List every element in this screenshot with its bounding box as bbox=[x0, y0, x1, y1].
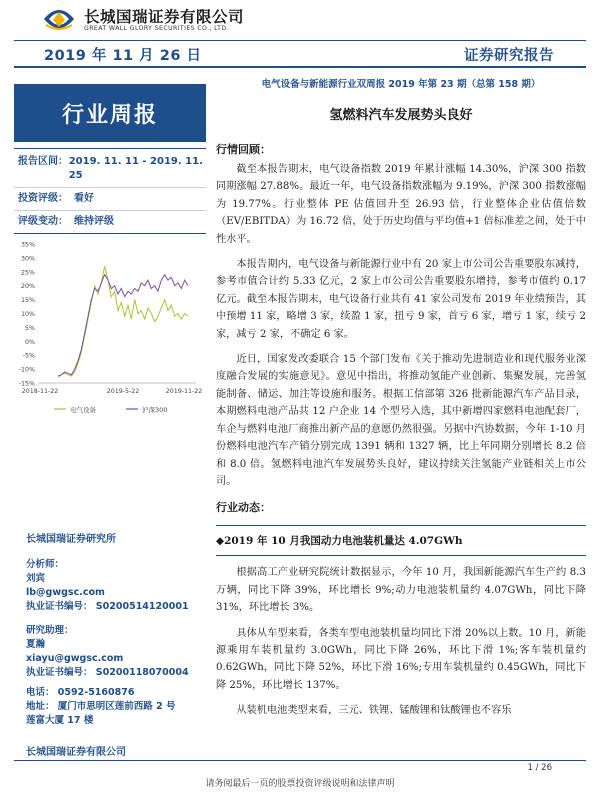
y-tick-label: -10% bbox=[18, 366, 35, 374]
analyst-block bbox=[26, 558, 189, 614]
index-comparison-chart bbox=[14, 238, 206, 424]
meta-rating-change bbox=[18, 215, 206, 229]
y-tick-label: -5% bbox=[22, 352, 35, 360]
main-content bbox=[216, 76, 586, 720]
meta-key: 报告区间： bbox=[18, 156, 68, 167]
x-tick-label: 2018-11-22 bbox=[21, 388, 59, 395]
legend-label: 沪深300 bbox=[142, 406, 168, 414]
y-tick-label: 10% bbox=[21, 311, 35, 318]
company-name-en: GREAT WALL GLORY SECURITIES CO., LTD. bbox=[84, 25, 229, 32]
x-tick-label: 2019-5-22 bbox=[106, 388, 140, 395]
paragraph: 本报告期内，电气设备与新能源行业中有 20 家上市公司公告重要股东减持，参考市值合计约 5.33 亿元，2 家上市公司公告重要股东增持，参考市值约 0.17 亿元。截至本报告期末，电气设备行业共有 41 家公司发布 2019 年业绩预告，其中预增 11 家，略增 3 家，续盈 1 家，扭亏 9 家，首亏 6 家，增亏 1 家，续亏 2 家，减亏 2 家，不确定 6 家。 bbox=[216, 259, 586, 340]
meta-key: 投资评级： bbox=[18, 193, 68, 204]
news-divider bbox=[216, 555, 586, 556]
paragraph: 具体从车型来看，各类车型电池装机量均同比下滑 20%以上数。10 月，新能源乘用车装机量约 3.0GWh，同比下降 26%，环比下滑 1%;客车装机量约 0.62GWh，同比下降 52%，环比下滑 16%;专用车装机量约 0.45GWh，同比下降 25%，环比增长 137%。 bbox=[216, 627, 586, 691]
paragraph: 近日，国家发改委联合 15 个部门发布《关于推动先进制造业和现代服务业深度融合发展的实施意见》。意见中指出，将推动氢能产业创新、集聚发展，完善氢能制备、储运、加注等设施和服务。根据工信部第 326 批新能源汽车产品目录，本期燃料电池产品共 12 户企业 14 个型号入选，其中新增四家燃料电池配套厂，车企与燃料电池厂商推出新产品的意愿仍然很强。另据中汽协数据，今年 1-10 月份燃料电池汽车产销分别完成 1391 辆和 1327 辆，比上年同期分别增长 8.2 倍和 8.0 倍。氢燃料电池汽车发展势头良好，建议持续关注氢能产业链相关上市公司。 bbox=[216, 354, 586, 487]
meta-value: 维持评级 bbox=[74, 216, 114, 227]
phone: 电话： 0592-5160876 bbox=[26, 687, 135, 698]
paragraph: 从装机电池类型来看，三元、铁锂、锰酸锂和钛酸锂也不容乐 bbox=[236, 705, 512, 717]
meta-value: 2019. 11. 11 - 2019. 11. 25 bbox=[68, 156, 203, 181]
paragraph: 根据高工产业研究院统计数据显示，今年 10 月，我国新能源汽车生产约 8.3 万辆，同比下降 39%，环比增长 9%;动力电池装机量约 4.07GWh，同比下降 31%，环比增长 3%。 bbox=[216, 567, 586, 614]
y-tick-label: 0% bbox=[25, 338, 35, 346]
analyst-name: 刘宾 bbox=[26, 573, 46, 584]
analyst-cert: 执业证书编号： S0200514120001 bbox=[26, 601, 189, 612]
paragraph: 截至本报告期末，电气设备指数 2019 年累计涨幅 14.30%，沪深 300 指数同期涨幅 27.88%。最近一年，电气设备指数涨幅为 9.19%，沪深 300 指数涨幅为 19.77%。行业整体 PE 估值回升至 26.93 倍，行业整体企业估值倍数（EV/EBITDA）为 16.72 倍，处于历史均值与平均值+1 倍标准差之间，处于中性水平。 bbox=[216, 164, 586, 245]
page-number: 1 / 26 bbox=[527, 763, 552, 773]
company-name-cn: 长城国瑞证券有限公司 bbox=[84, 8, 245, 26]
meta-rating bbox=[18, 192, 206, 206]
meta-key: 评级变动： bbox=[18, 216, 68, 227]
header-divider-top bbox=[14, 40, 586, 41]
header-divider-bottom bbox=[14, 66, 586, 68]
company-logo-icon bbox=[40, 3, 78, 35]
x-tick-label: 2019-11-22 bbox=[165, 388, 203, 395]
section-heading-market: 行情回顾： bbox=[216, 143, 271, 156]
sidebar bbox=[14, 76, 206, 790]
weekly-report-label: 行业周报 bbox=[14, 84, 206, 142]
section-heading-news: 行业动态： bbox=[216, 501, 271, 515]
sidebar-footer-company: 长城国瑞证券有限公司 bbox=[26, 747, 126, 758]
report-date: 2019 年 11 月 26 日 bbox=[44, 48, 202, 64]
y-tick-label: -15% bbox=[18, 380, 35, 388]
y-tick-label: 15% bbox=[21, 297, 35, 305]
series-line-csi300 bbox=[58, 275, 188, 377]
assistant-block bbox=[26, 624, 189, 680]
disclaimer-note: 请务阅最后一页的股票投资评级说明和法律声明 bbox=[205, 779, 395, 789]
report-type: 证券研究报告 bbox=[464, 48, 554, 64]
y-tick-label: 25% bbox=[21, 269, 35, 277]
address-line1: 地址： 厦门市思明区莲前西路 2 号 bbox=[26, 701, 176, 712]
news-divider bbox=[216, 525, 586, 526]
y-tick-label: 30% bbox=[21, 255, 35, 263]
contact-block bbox=[26, 686, 176, 728]
assistant-email: xiayu@gwgsc.com bbox=[26, 653, 124, 664]
y-tick-label: 5% bbox=[25, 324, 35, 332]
report-title: 氢燃料汽车发展势头良好 bbox=[329, 108, 473, 123]
assistant-cert: 执业证书编号： S0200118070004 bbox=[26, 667, 189, 678]
legend-label: 电气设备 bbox=[70, 406, 96, 414]
meta-value: 看好 bbox=[74, 193, 94, 204]
y-tick-label: 20% bbox=[21, 283, 35, 291]
report-subtitle: 电气设备与新能源行业双周报 2019 年第 23 期（总第 158 期） bbox=[261, 79, 541, 90]
meta-period bbox=[18, 155, 206, 183]
assistant-role: 研究助理： bbox=[26, 625, 74, 636]
assistant-name: 夏瀚 bbox=[26, 639, 46, 650]
analyst-email: lb@gwgsc.com bbox=[26, 587, 105, 598]
news-headline: ◆2019 年 10 月我国动力电池装机量达 4.07GWh bbox=[216, 535, 463, 548]
footer-divider bbox=[14, 760, 586, 761]
y-tick-label: 35% bbox=[21, 241, 35, 249]
address-line2: 莲富大厦 17 楼 bbox=[26, 715, 94, 726]
report-header bbox=[0, 0, 600, 72]
research-institute: 长城国瑞证券研究所 bbox=[26, 534, 116, 545]
analyst-role: 分析师： bbox=[26, 559, 65, 570]
